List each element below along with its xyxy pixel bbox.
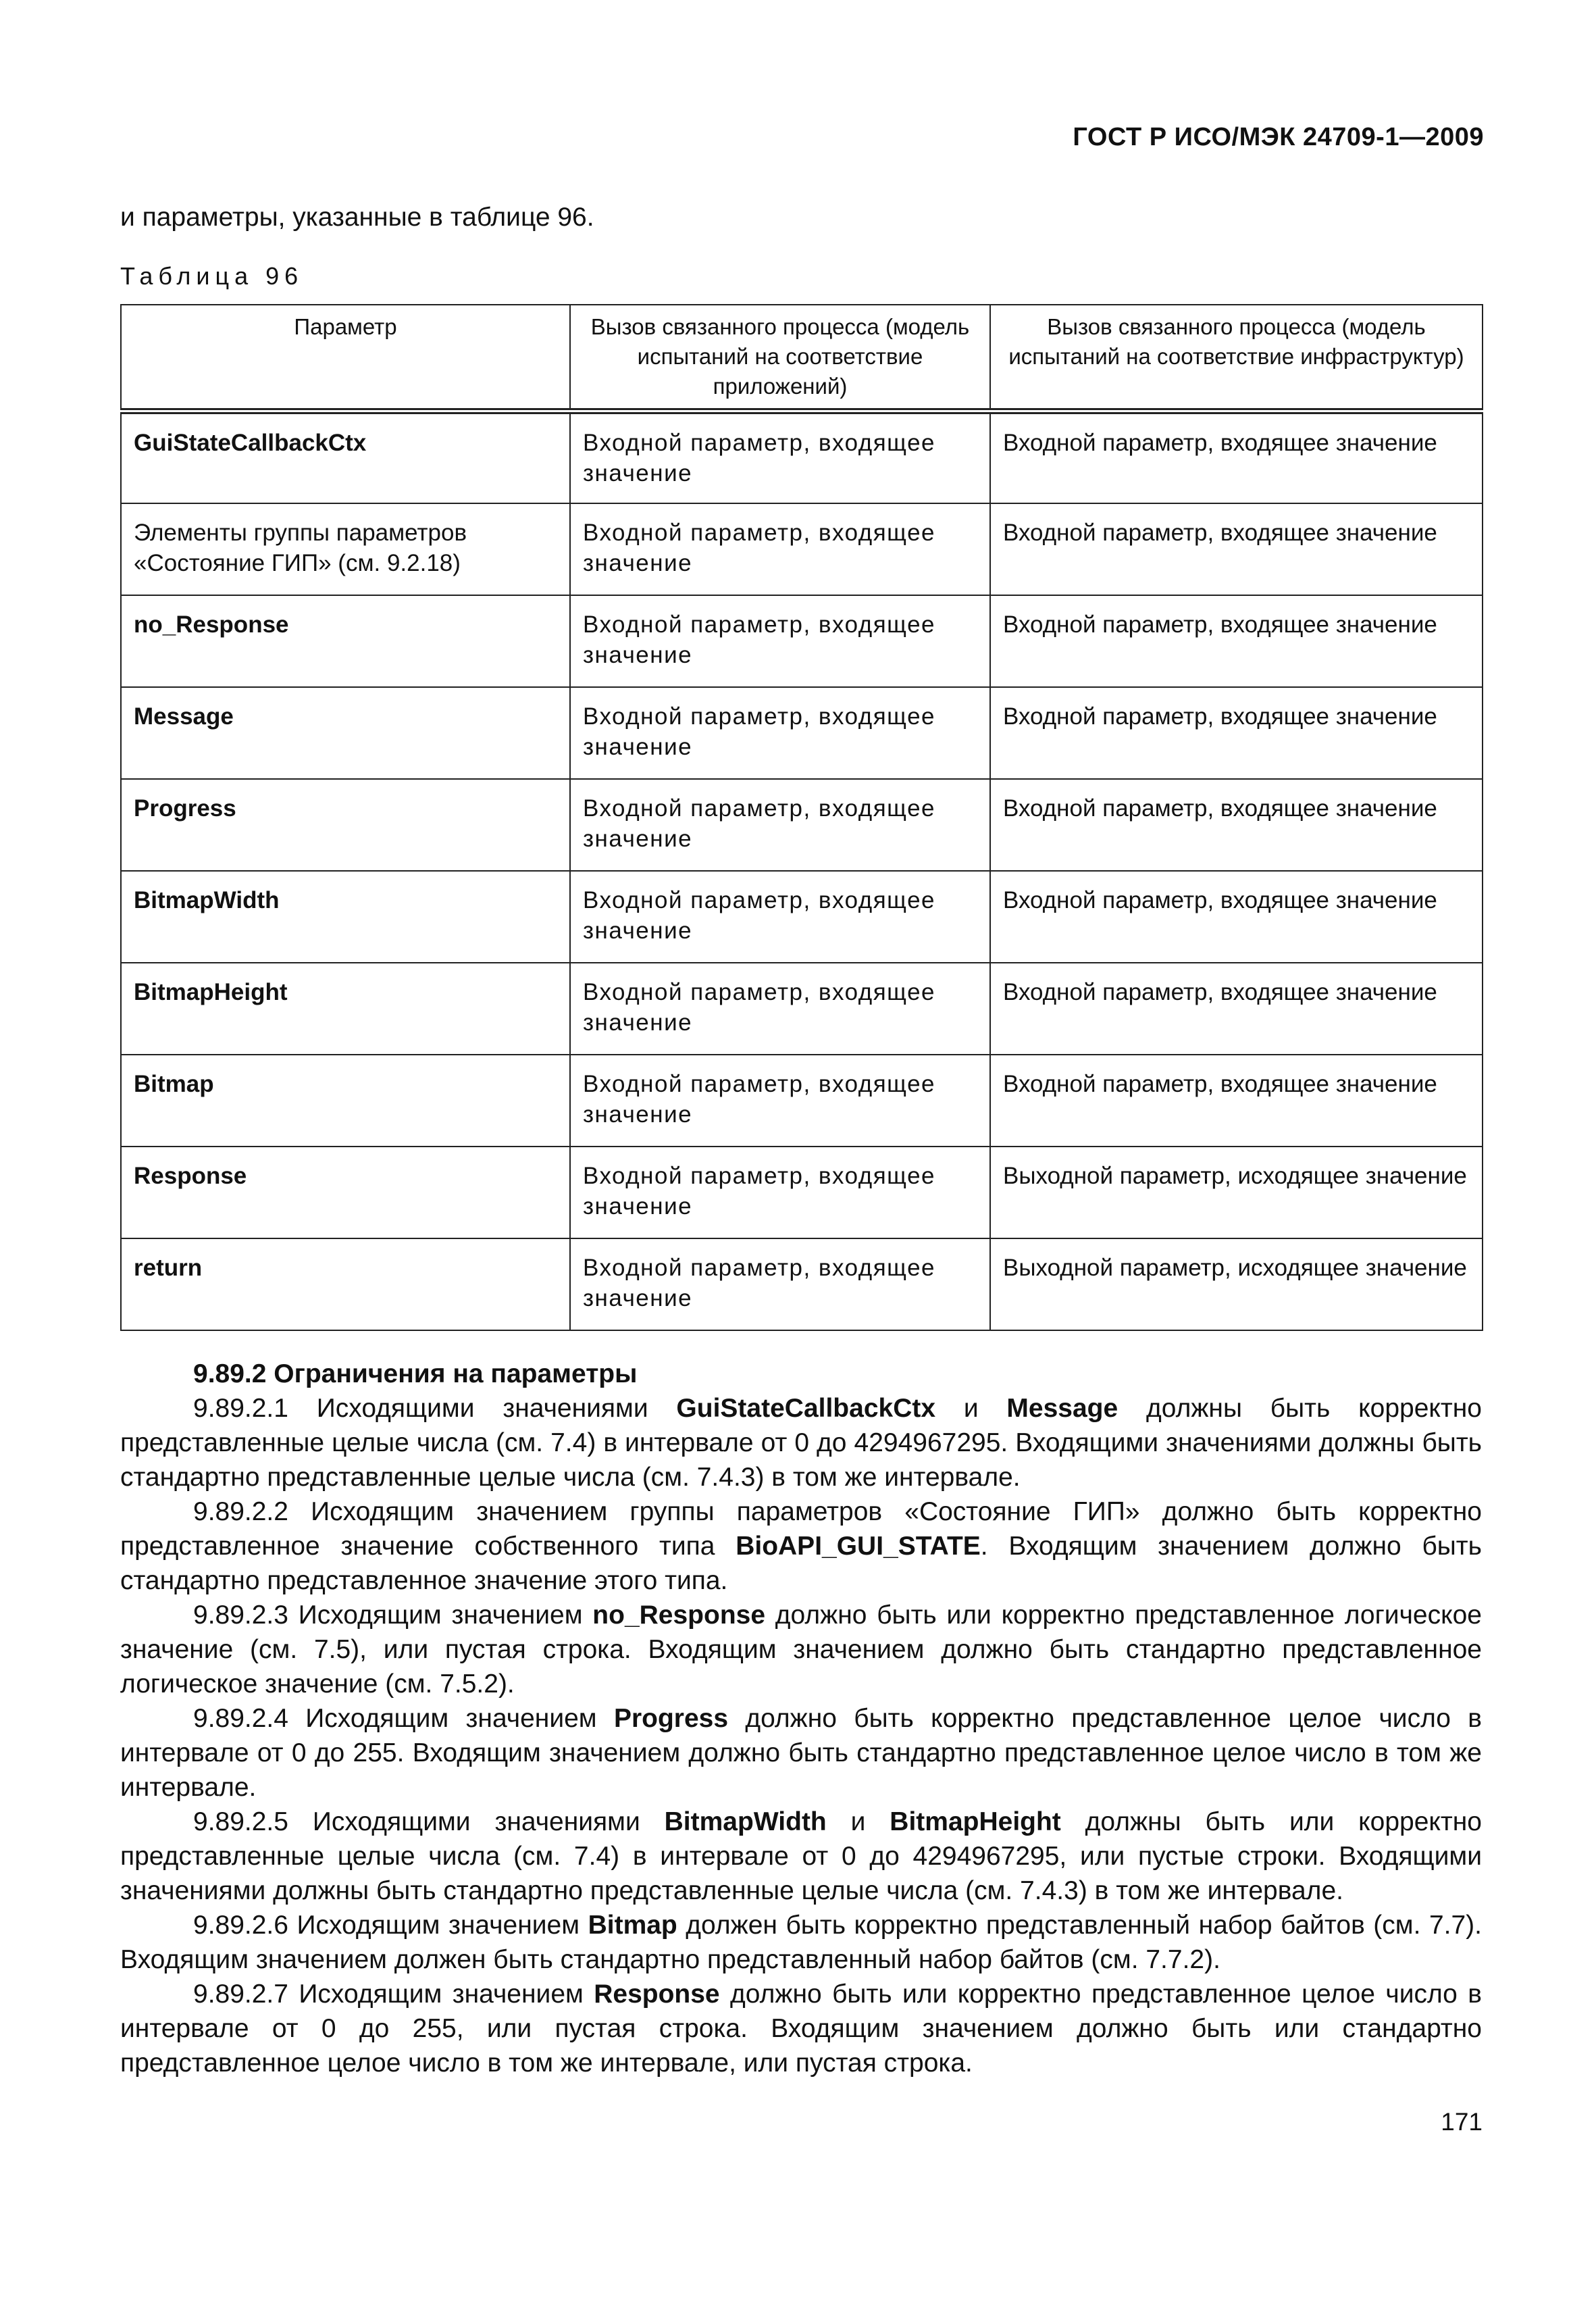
param-name: Response [121,1147,570,1238]
infra-model-value: Входной параметр, входящее значение [990,595,1483,687]
intro-text: и параметры, указанные в таблице 96. [120,203,594,232]
table-row [121,1055,1483,1147]
param-ref: Message [1006,1394,1118,1423]
param-ref: no_Response [592,1601,766,1630]
parameters-table [120,304,1483,1331]
header-infra-model: Вызов связанного процесса (модель испытаний на соответствие инфраструктур) [990,305,1483,411]
paragraph-9-89-2-6 [120,1908,1482,1977]
text-run: 9.89.2.2 Исходящим значением группы параметров «Состояние ГИП» должно быть корректно представленное значение собственного типа [120,1497,1482,1561]
param-name: Progress [121,779,570,871]
paragraph-9-89-2-7 [120,1977,1482,2080]
param-name: GuiStateCallbackCtx [121,411,570,503]
app-model-value: Входной параметр, входящее значение [570,411,990,503]
table-row [121,595,1483,687]
document-header: ГОСТ Р ИСО/МЭК 24709-1—2009 [1073,123,1484,151]
table-row [121,1147,1483,1238]
text-run: должно быть или корректно представленное логическое значение (см. 7.5), или пустая строка. Входящим значением должно быть стандартно представленное логическое значение (см. 7.5.2). [120,1601,1482,1699]
header-parameter: Параметр [121,305,570,411]
text-run: должно быть или корректно представленное целое число в интервале от 0 до 255, или пустая строка. Входящим значением должно быть или стандартно представленное целое число в том же интервале, или пустая строка. [120,1980,1482,2078]
table-row [121,687,1483,779]
text-run: 9.89.2.4 Исходящим значением [193,1704,614,1733]
param-name: Элементы группы параметров «Состояние ГИП» (см. 9.2.18) [121,503,570,595]
text-run: 9.89.2.6 Исходящим значением [193,1911,588,1940]
infra-model-value: Выходной параметр, исходящее значение [990,1147,1483,1238]
text-run: должен быть корректно представленный набор байтов (см. 7.7). Входящим значением должен быть стандартно представленный набор байтов (см. 7.7.2). [120,1911,1482,1974]
paragraph-9-89-2-3 [120,1598,1482,1701]
infra-model-value: Выходной параметр, исходящее значение [990,1238,1483,1330]
table-row [121,779,1483,871]
param-ref: BitmapWidth [664,1807,827,1836]
type-ref: BioAPI_GUI_STATE [736,1532,981,1561]
text-run: должно быть корректно представленное целое число в интервале от 0 до 255. Входящим значением должно быть стандартно представленное целое число в том же интервале. [120,1704,1482,1802]
param-name: BitmapWidth [121,871,570,963]
section-heading: 9.89.2 Ограничения на параметры [193,1359,638,1388]
param-ref: Progress [613,1704,729,1733]
infra-model-value: Входной параметр, входящее значение [990,503,1483,595]
table-row [121,503,1483,595]
param-name: return [121,1238,570,1330]
constraints-section [120,1357,1482,2080]
paragraph-9-89-2-4 [120,1701,1482,1805]
paragraph-9-89-2-2 [120,1494,1482,1598]
param-name: Bitmap [121,1055,570,1147]
table-row [121,871,1483,963]
table-row [121,963,1483,1055]
param-ref: Bitmap [588,1911,677,1940]
text-run: 9.89.2.3 Исходящим значением [193,1601,593,1630]
table-title: Таблица 96 [120,262,304,290]
param-name: BitmapHeight [121,963,570,1055]
table-row [121,411,1483,503]
app-model-value: Входной параметр, входящее значение [570,503,990,595]
header-app-model: Вызов связанного процесса (модель испытаний на соответствие приложений) [570,305,990,411]
infra-model-value: Входной параметр, входящее значение [990,779,1483,871]
table-row [121,1238,1483,1330]
infra-model-value: Входной параметр, входящее значение [990,963,1483,1055]
app-model-value: Входной параметр, входящее значение [570,1238,990,1330]
app-model-value: Входной параметр, входящее значение [570,687,990,779]
param-ref: BitmapHeight [890,1807,1061,1836]
table-header-row [121,305,1483,411]
app-model-value: Входной параметр, входящее значение [570,779,990,871]
text-run: 9.89.2.1 Исходящими значениями [193,1394,677,1423]
paragraph-9-89-2-5 [120,1805,1482,1908]
text-run: . Входящим значением должно быть стандартно представленное значение этого типа. [120,1532,1482,1595]
param-name: no_Response [121,595,570,687]
app-model-value: Входной параметр, входящее значение [570,963,990,1055]
text-run: 9.89.2.7 Исходящим значением [193,1980,594,2009]
app-model-value: Входной параметр, входящее значение [570,1147,990,1238]
infra-model-value: Входной параметр, входящее значение [990,871,1483,963]
infra-model-value: Входной параметр, входящее значение [990,1055,1483,1147]
text-run: и [826,1807,890,1836]
text-run: и [935,1394,1007,1423]
page-number: 171 [1441,2108,1483,2136]
param-ref: Response [594,1980,720,2009]
app-model-value: Входной параметр, входящее значение [570,871,990,963]
app-model-value: Входной параметр, входящее значение [570,595,990,687]
param-name: Message [121,687,570,779]
paragraph-9-89-2-1 [120,1391,1482,1494]
infra-model-value: Входной параметр, входящее значение [990,687,1483,779]
text-run: должны быть или корректно представленные целые числа (см. 7.4) в интервале от 0 до 4294967295, или пустые строки. Входящими значениями должны быть стандартно представленные целые числа (см. 7.4.3) в том же интервале. [120,1807,1482,1905]
param-ref: GuiStateCallbackCtx [676,1394,936,1423]
text-run: 9.89.2.5 Исходящими значениями [193,1807,665,1836]
text-run: должны быть корректно представленные целые числа (см. 7.4) в интервале от 0 до 4294967295. Входящими значениями должны быть стандартно представленные целые числа (см. 7.4.3) в том же интервале. [120,1394,1482,1492]
app-model-value: Входной параметр, входящее значение [570,1055,990,1147]
infra-model-value: Входной параметр, входящее значение [990,411,1483,503]
